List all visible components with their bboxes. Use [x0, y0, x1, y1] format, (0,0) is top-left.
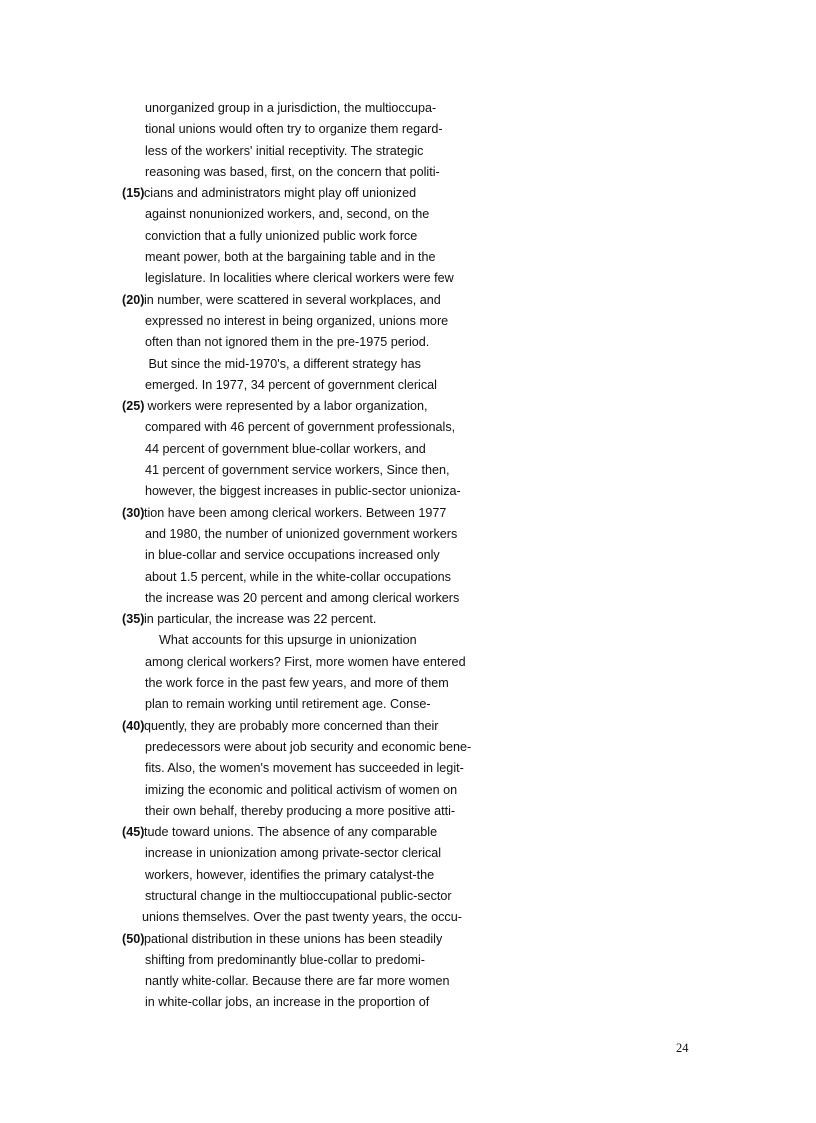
line-text: among clerical workers? First, more women have entered — [145, 654, 466, 669]
passage-line — [0, 247, 816, 268]
passage-line — [0, 204, 816, 225]
line-text: in particular, the increase was 22 percent. — [144, 612, 377, 627]
line-text: in white-collar jobs, an increase in the proportion of — [145, 995, 430, 1010]
line-text: in blue-collar and service occupations increased only — [145, 548, 440, 563]
passage-line — [0, 354, 816, 375]
passage-line — [0, 119, 816, 140]
passage-line — [0, 98, 816, 119]
passage-line — [0, 822, 816, 843]
line-text: the increase was 20 percent and among clerical workers — [145, 590, 460, 605]
line-text: less of the workers' initial receptivity. The strategic — [145, 143, 424, 158]
line-text: conviction that a fully unionized public work force — [145, 228, 418, 243]
passage-line — [0, 162, 816, 183]
line-text: nantly white-collar. Because there are far more women — [145, 974, 450, 989]
line-text: against nonunionized workers, and, second, on the — [145, 207, 430, 222]
passage-line — [0, 311, 816, 332]
page-number: 24 — [676, 1041, 689, 1055]
line-text: expressed no interest in being organized, unions more — [145, 313, 449, 328]
line-text: about 1.5 percent, while in the white-collar occupations — [145, 569, 451, 584]
line-text: unions themselves. Over the past twenty years, the occu- — [142, 910, 462, 925]
line-text: structural change in the multioccupational public-sector — [145, 888, 452, 903]
line-number: (35) — [122, 612, 145, 627]
line-text: plan to remain working until retirement age. Conse- — [145, 697, 431, 712]
line-text: meant power, both at the bargaining table and in the — [145, 250, 436, 265]
line-number: (40) — [122, 718, 145, 733]
passage-line — [0, 971, 816, 992]
line-text: increase in unionization among private-sector clerical — [145, 846, 442, 861]
passage-line — [0, 503, 816, 524]
line-number: (20) — [122, 292, 145, 307]
line-text: But since the mid-1970's, a different strategy has — [145, 356, 421, 371]
passage-line — [0, 396, 816, 417]
passage-line — [0, 609, 816, 630]
line-text: workers, however, identifies the primary catalyst-the — [145, 867, 435, 882]
line-text: fits. Also, the women's movement has succeeded in legit- — [145, 761, 464, 776]
line-number: (45) — [122, 825, 145, 840]
passage-line — [0, 950, 816, 971]
passage-line — [0, 375, 816, 396]
passage-line — [0, 652, 816, 673]
line-text: unorganized group in a jurisdiction, the multioccupa- — [145, 101, 437, 115]
line-text: What accounts for this upsurge in unionization — [145, 633, 417, 648]
passage-line — [0, 545, 816, 566]
reading-passage — [0, 98, 816, 1014]
passage-line — [0, 141, 816, 162]
passage-line — [0, 268, 816, 289]
line-text: workers were represented by a labor organization, — [144, 399, 428, 414]
passage-line — [0, 417, 816, 438]
passage-line — [0, 673, 816, 694]
passage-line — [0, 801, 816, 822]
line-text: legislature. In localities where clerical workers were few — [145, 271, 454, 286]
passage-line — [0, 630, 816, 651]
passage-line — [0, 737, 816, 758]
passage-line — [0, 716, 816, 737]
line-number: (50) — [122, 931, 145, 946]
passage-line — [0, 290, 816, 311]
line-text: quently, they are probably more concerned than their — [144, 718, 439, 733]
passage-line — [0, 907, 816, 928]
line-text: pational distribution in these unions has been steadily — [144, 931, 443, 946]
line-text: tional unions would often try to organize them regard- — [145, 122, 443, 137]
line-text: shifting from predominantly blue-collar to predomi- — [145, 952, 425, 967]
passage-line — [0, 439, 816, 460]
line-text: however, the biggest increases in public-sector unioniza- — [145, 484, 461, 499]
line-text: 41 percent of government service workers, Since then, — [145, 463, 450, 478]
passage-line — [0, 460, 816, 481]
line-text: 44 percent of government blue-collar workers, and — [145, 441, 426, 456]
passage-line — [0, 780, 816, 801]
line-text: tude toward unions. The absence of any comparable — [144, 825, 438, 840]
line-text: often than not ignored them in the pre-1975 period. — [145, 335, 430, 350]
line-text: predecessors were about job security and economic bene- — [145, 739, 472, 754]
passage-line — [0, 332, 816, 353]
passage-line — [0, 886, 816, 907]
line-text: and 1980, the number of unionized government workers — [145, 526, 458, 541]
passage-line — [0, 588, 816, 609]
passage-line — [0, 183, 816, 204]
passage-line — [0, 226, 816, 247]
line-number: (15) — [122, 186, 145, 201]
passage-line — [0, 992, 816, 1013]
passage-line — [0, 758, 816, 779]
line-text: reasoning was based, first, on the concern that politi- — [145, 164, 440, 179]
passage-line — [0, 524, 816, 545]
line-text: in number, were scattered in several workplaces, and — [144, 292, 441, 307]
line-number: (30) — [122, 505, 145, 520]
line-text: cians and administrators might play off unionized — [144, 186, 417, 201]
passage-line — [0, 694, 816, 715]
line-text: imizing the economic and political activism of women on — [145, 782, 458, 797]
passage-line — [0, 929, 816, 950]
passage-line — [0, 865, 816, 886]
line-text: compared with 46 percent of government professionals, — [145, 420, 456, 435]
passage-line — [0, 481, 816, 502]
passage-line — [0, 567, 816, 588]
line-text: the work force in the past few years, and more of them — [145, 676, 449, 691]
line-text: tion have been among clerical workers. Between 1977 — [144, 505, 447, 520]
line-text: their own behalf, thereby producing a more positive atti- — [145, 803, 456, 818]
line-number: (25) — [122, 399, 145, 414]
line-text: emerged. In 1977, 34 percent of government clerical — [145, 377, 437, 392]
passage-line — [0, 843, 816, 864]
